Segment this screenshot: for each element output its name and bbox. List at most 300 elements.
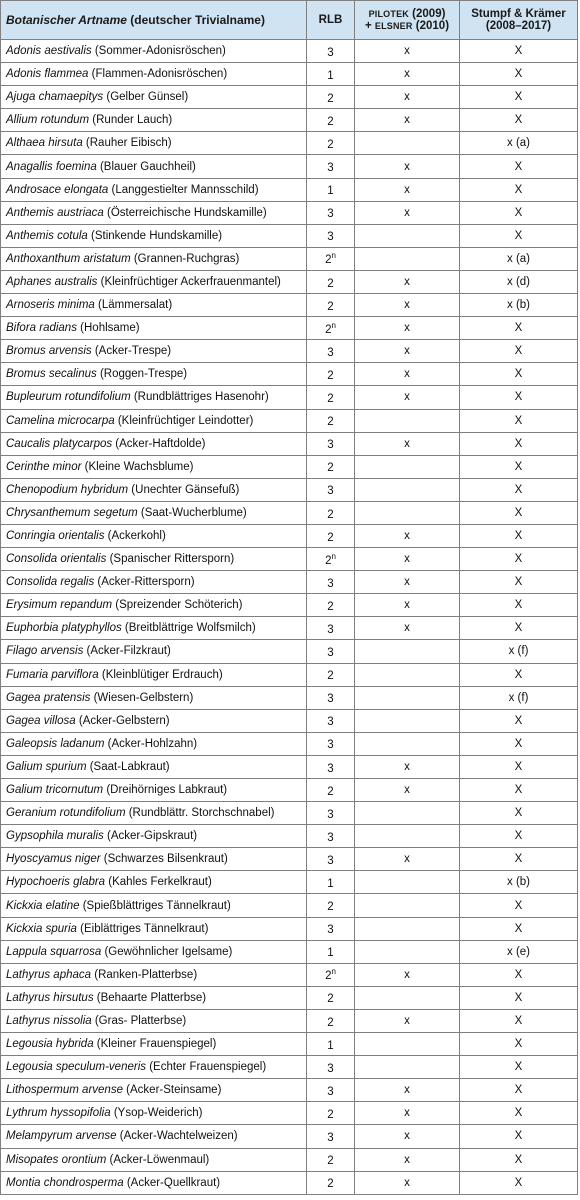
header-stumpf-kraemer xyxy=(460,1,578,40)
species-cell xyxy=(1,294,307,317)
species-common-name: (Acker-Rittersporn) xyxy=(94,576,195,589)
pilotek-cell: x xyxy=(355,155,460,178)
species-common-name: (Roggen-Trespe) xyxy=(96,368,188,381)
species-cell xyxy=(1,871,307,894)
species-common-name: (Gewöhnlicher Igelsame) xyxy=(101,945,233,958)
stumpf-cell: X xyxy=(460,571,578,594)
table-row xyxy=(1,779,578,802)
table-row xyxy=(1,894,578,917)
header-elsner-year: (2010) xyxy=(412,20,450,32)
stumpf-cell: X xyxy=(460,848,578,871)
rlb-value: 3 xyxy=(327,231,334,244)
rlb-value: 2 xyxy=(327,531,334,544)
rlb-cell xyxy=(307,1079,355,1102)
table-row xyxy=(1,409,578,432)
stumpf-cell: X xyxy=(460,409,578,432)
species-latin-name: Anthoxanthum aristatum xyxy=(6,252,131,265)
species-common-name: (Sommer-Adonisröschen) xyxy=(91,45,226,58)
species-latin-name: Lappula squarrosa xyxy=(6,945,102,958)
pilotek-cell xyxy=(355,732,460,755)
species-latin-name: Anagallis foemina xyxy=(6,160,97,173)
header-elsner-line xyxy=(360,20,454,32)
stumpf-cell: X xyxy=(460,201,578,224)
species-latin-name: Geranium rotundifolium xyxy=(6,807,126,820)
table-row xyxy=(1,247,578,270)
header-species-name xyxy=(1,1,307,40)
rlb-superscript: n xyxy=(331,251,336,261)
rlb-value: 3 xyxy=(327,485,334,498)
stumpf-cell: X xyxy=(460,1125,578,1148)
rlb-value: 3 xyxy=(327,1131,334,1144)
rlb-cell xyxy=(307,963,355,986)
species-latin-name: Kickxia elatine xyxy=(6,899,80,912)
species-common-name: (Blauer Gauchheil) xyxy=(96,160,196,173)
species-latin-name: Consolida regalis xyxy=(6,576,95,589)
stumpf-cell: X xyxy=(460,548,578,571)
rlb-cell xyxy=(307,755,355,778)
pilotek-cell: x xyxy=(355,386,460,409)
rlb-value: 1 xyxy=(327,1039,334,1052)
pilotek-cell: x xyxy=(355,270,460,293)
rlb-cell xyxy=(307,825,355,848)
species-latin-name: Ajuga chamaepitys xyxy=(6,91,104,104)
species-common-name: (Ysop-Weiderich) xyxy=(110,1107,203,1120)
species-latin-name: Lithospermum arvense xyxy=(6,1084,123,1097)
rlb-value: 3 xyxy=(327,854,334,867)
stumpf-cell: X xyxy=(460,594,578,617)
rlb-value: 3 xyxy=(327,646,334,659)
rlb-value: 3 xyxy=(327,924,334,937)
stumpf-cell: X xyxy=(460,155,578,178)
species-common-name: (Acker-Hohlzahn) xyxy=(104,737,198,750)
table-header-row xyxy=(1,1,578,40)
rlb-value: 2 xyxy=(327,1178,334,1191)
rlb-cell xyxy=(307,455,355,478)
species-common-name: (Acker-Filzkraut) xyxy=(83,645,171,658)
species-latin-name: Galium spurium xyxy=(6,760,87,773)
stumpf-cell: X xyxy=(460,524,578,547)
pilotek-cell xyxy=(355,802,460,825)
species-common-name: (Grannen-Ruchgras) xyxy=(130,252,240,265)
rlb-value: 2 xyxy=(327,600,334,613)
species-latin-name: Legousia speculum-veneris xyxy=(6,1061,146,1074)
species-latin-name: Fumaria parviflora xyxy=(6,668,99,681)
pilotek-cell: x xyxy=(355,432,460,455)
pilotek-cell: x xyxy=(355,340,460,363)
species-common-name: (Saat-Wucherblume) xyxy=(137,506,247,519)
species-latin-name: Cerinthe minor xyxy=(6,460,82,473)
rlb-cell xyxy=(307,317,355,340)
species-cell xyxy=(1,178,307,201)
species-latin-name: Chrysanthemum segetum xyxy=(6,506,138,519)
species-latin-name: Aphanes australis xyxy=(6,275,98,288)
rlb-value: 1 xyxy=(327,185,334,198)
rlb-value: 3 xyxy=(327,346,334,359)
species-latin-name: Bupleurum rotundifolium xyxy=(6,391,131,404)
species-common-name: (Acker-Trespe) xyxy=(91,345,172,358)
species-common-name: (Saat-Labkraut) xyxy=(86,760,170,773)
species-cell xyxy=(1,86,307,109)
species-latin-name: Anthemis austriaca xyxy=(6,206,104,219)
stumpf-cell: x (a) xyxy=(460,132,578,155)
stumpf-cell: X xyxy=(460,755,578,778)
species-cell xyxy=(1,755,307,778)
pilotek-cell: x xyxy=(355,755,460,778)
pilotek-cell xyxy=(355,663,460,686)
rlb-cell xyxy=(307,363,355,386)
stumpf-cell: X xyxy=(460,617,578,640)
species-common-name: (Kleiner Frauenspiegel) xyxy=(93,1038,217,1051)
stumpf-cell: x (d) xyxy=(460,270,578,293)
rlb-value: 2 xyxy=(325,970,332,983)
species-latin-name: Erysimum repandum xyxy=(6,599,113,612)
species-cell xyxy=(1,848,307,871)
rlb-value: 2 xyxy=(327,415,334,428)
pilotek-cell xyxy=(355,640,460,663)
rlb-cell xyxy=(307,86,355,109)
species-cell xyxy=(1,571,307,594)
species-common-name: (Echter Frauenspiegel) xyxy=(146,1061,267,1074)
table-row xyxy=(1,201,578,224)
rlb-cell xyxy=(307,40,355,63)
species-latin-name: Allium rotundum xyxy=(6,114,90,127)
table-row xyxy=(1,802,578,825)
rlb-cell xyxy=(307,779,355,802)
pilotek-cell: x xyxy=(355,524,460,547)
rlb-cell xyxy=(307,201,355,224)
pilotek-cell xyxy=(355,132,460,155)
pilotek-cell: x xyxy=(355,1009,460,1032)
stumpf-cell: X xyxy=(460,1102,578,1125)
rlb-cell xyxy=(307,548,355,571)
species-latin-name: Conringia orientalis xyxy=(6,530,105,543)
species-latin-name: Bromus arvensis xyxy=(6,345,92,358)
rlb-value: 3 xyxy=(327,161,334,174)
rlb-cell xyxy=(307,986,355,1009)
header-pilotek-elsner xyxy=(355,1,460,40)
header-species-common: (deutscher Trivialname) xyxy=(126,13,265,27)
species-cell xyxy=(1,340,307,363)
species-common-name: (Dreihörniges Labkraut) xyxy=(103,784,228,797)
rlb-cell xyxy=(307,802,355,825)
species-cell xyxy=(1,940,307,963)
species-latin-name: Bromus secalinus xyxy=(6,368,97,381)
species-cell xyxy=(1,386,307,409)
rlb-cell xyxy=(307,1056,355,1079)
rlb-value: 2 xyxy=(327,462,334,475)
rlb-value: 3 xyxy=(327,208,334,221)
species-cell xyxy=(1,317,307,340)
species-common-name: (Runder Lauch) xyxy=(89,114,173,127)
pilotek-cell: x xyxy=(355,617,460,640)
pilotek-cell: x xyxy=(355,1079,460,1102)
rlb-cell xyxy=(307,640,355,663)
stumpf-cell: X xyxy=(460,825,578,848)
stumpf-cell: X xyxy=(460,802,578,825)
rlb-value: 3 xyxy=(327,739,334,752)
header-elsner-plus: + xyxy=(364,20,375,32)
species-cell xyxy=(1,247,307,270)
table-row xyxy=(1,478,578,501)
pilotek-cell xyxy=(355,501,460,524)
stumpf-cell: X xyxy=(460,224,578,247)
header-rlb: RLB xyxy=(307,1,355,40)
species-cell xyxy=(1,1033,307,1056)
pilotek-cell: x xyxy=(355,1125,460,1148)
species-common-name: (Flammen-Adonisröschen) xyxy=(88,68,228,81)
rlb-value: 2 xyxy=(327,1154,334,1167)
species-latin-name: Hypochoeris glabra xyxy=(6,876,106,889)
rlb-cell xyxy=(307,524,355,547)
table-row xyxy=(1,455,578,478)
species-cell xyxy=(1,594,307,617)
table-row xyxy=(1,848,578,871)
species-cell xyxy=(1,548,307,571)
species-common-name: (Acker-Quellkraut) xyxy=(123,1176,221,1189)
rlb-value: 3 xyxy=(327,693,334,706)
species-common-name: (Acker-Löwenmaul) xyxy=(106,1153,210,1166)
table-row xyxy=(1,686,578,709)
species-common-name: (Hohlsame) xyxy=(76,322,140,335)
species-latin-name: Galium tricornutum xyxy=(6,784,104,797)
stumpf-cell: X xyxy=(460,1079,578,1102)
stumpf-cell: X xyxy=(460,663,578,686)
rlb-cell xyxy=(307,478,355,501)
table-row xyxy=(1,524,578,547)
species-latin-name: Adonis aestivalis xyxy=(6,45,92,58)
species-latin-name: Misopates orontium xyxy=(6,1153,107,1166)
rlb-value: 3 xyxy=(327,831,334,844)
species-latin-name: Androsace elongata xyxy=(6,183,109,196)
rlb-cell xyxy=(307,709,355,732)
species-common-name: (Schwarzes Bilsenkraut) xyxy=(100,853,228,866)
species-cell xyxy=(1,270,307,293)
table-row xyxy=(1,178,578,201)
species-common-name: (Unechter Gänsefuß) xyxy=(128,483,240,496)
stumpf-cell: X xyxy=(460,917,578,940)
species-cell xyxy=(1,686,307,709)
pilotek-cell: x xyxy=(355,317,460,340)
table-row xyxy=(1,363,578,386)
rlb-cell xyxy=(307,386,355,409)
species-latin-name: Anthemis cotula xyxy=(6,229,88,242)
rlb-cell xyxy=(307,132,355,155)
pilotek-cell: x xyxy=(355,63,460,86)
species-common-name: (Rauher Eibisch) xyxy=(82,137,172,150)
rlb-value: 3 xyxy=(327,1062,334,1075)
stumpf-cell: x (f) xyxy=(460,640,578,663)
rlb-cell xyxy=(307,871,355,894)
table-row xyxy=(1,940,578,963)
rlb-cell xyxy=(307,571,355,594)
rlb-superscript: n xyxy=(331,551,336,561)
rlb-cell xyxy=(307,178,355,201)
species-latin-name: Filago arvensis xyxy=(6,645,84,658)
stumpf-cell: X xyxy=(460,363,578,386)
species-latin-name: Gagea pratensis xyxy=(6,691,91,704)
stumpf-cell: X xyxy=(460,1009,578,1032)
species-common-name: (Kahles Ferkelkraut) xyxy=(105,876,212,889)
stumpf-cell: x (e) xyxy=(460,940,578,963)
species-common-name: (Kleine Wachsblume) xyxy=(81,460,194,473)
rlb-cell xyxy=(307,617,355,640)
species-cell xyxy=(1,709,307,732)
pilotek-cell xyxy=(355,224,460,247)
pilotek-cell xyxy=(355,686,460,709)
species-common-name: (Rundblättriges Hasenohr) xyxy=(130,391,269,404)
rlb-value: 2 xyxy=(327,669,334,682)
rlb-value: 3 xyxy=(327,46,334,59)
species-latin-name: Hyoscyamus niger xyxy=(6,853,101,866)
species-cell xyxy=(1,663,307,686)
species-common-name: (Österreichische Hundskamille) xyxy=(103,206,267,219)
species-cell xyxy=(1,409,307,432)
species-latin-name: Adonis flammea xyxy=(6,68,89,81)
stumpf-cell: X xyxy=(460,455,578,478)
table-row xyxy=(1,1056,578,1079)
stumpf-cell: X xyxy=(460,63,578,86)
species-common-name: (Gras- Platterbse) xyxy=(91,1014,187,1027)
species-latin-name: Lythrum hyssopifolia xyxy=(6,1107,111,1120)
pilotek-cell xyxy=(355,478,460,501)
table-row xyxy=(1,663,578,686)
species-latin-name: Gypsophila muralis xyxy=(6,830,104,843)
rlb-cell xyxy=(307,63,355,86)
stumpf-cell: X xyxy=(460,40,578,63)
rlb-superscript: n xyxy=(331,967,336,977)
rlb-value: 2 xyxy=(327,508,334,521)
species-common-name: (Behaarte Platterbse) xyxy=(93,991,207,1004)
species-cell xyxy=(1,455,307,478)
species-common-name: (Stinkende Hundskamille) xyxy=(87,229,223,242)
table-row xyxy=(1,917,578,940)
species-common-name: (Acker-Steinsame) xyxy=(122,1084,222,1097)
stumpf-cell: X xyxy=(460,317,578,340)
stumpf-cell: x (a) xyxy=(460,247,578,270)
pilotek-cell xyxy=(355,409,460,432)
stumpf-cell: x (b) xyxy=(460,294,578,317)
stumpf-cell: X xyxy=(460,501,578,524)
pilotek-cell xyxy=(355,1033,460,1056)
species-latin-name: Arnoseris minima xyxy=(6,299,95,312)
species-cell xyxy=(1,894,307,917)
rlb-value: 2 xyxy=(325,254,332,267)
species-latin-name: Galeopsis ladanum xyxy=(6,737,105,750)
table-row xyxy=(1,825,578,848)
species-common-name: (Spanischer Rittersporn) xyxy=(106,553,235,566)
species-latin-name: Camelina microcarpa xyxy=(6,414,115,427)
stumpf-cell: X xyxy=(460,709,578,732)
rlb-cell xyxy=(307,663,355,686)
table-row xyxy=(1,755,578,778)
header-pilotek-author: PILOTEK xyxy=(368,9,409,19)
table-row xyxy=(1,340,578,363)
species-latin-name: Melampyrum arvense xyxy=(6,1130,117,1143)
table-row xyxy=(1,617,578,640)
species-latin-name: Lathyrus nissolia xyxy=(6,1014,92,1027)
rlb-value: 3 xyxy=(327,577,334,590)
species-cell xyxy=(1,1102,307,1125)
rlb-value: 3 xyxy=(327,623,334,636)
rlb-cell xyxy=(307,1148,355,1171)
header-pilotek-year: (2009) xyxy=(408,8,446,20)
species-common-name: (Ackerkohl) xyxy=(104,530,166,543)
table-row xyxy=(1,1125,578,1148)
rlb-value: 1 xyxy=(327,69,334,82)
rlb-cell xyxy=(307,501,355,524)
pilotek-cell xyxy=(355,917,460,940)
pilotek-cell xyxy=(355,455,460,478)
rlb-cell xyxy=(307,686,355,709)
table-row xyxy=(1,501,578,524)
species-common-name: (Rundblättr. Storchschnabel) xyxy=(125,807,275,820)
pilotek-cell: x xyxy=(355,1148,460,1171)
table-row xyxy=(1,86,578,109)
species-common-name: (Lämmersalat) xyxy=(94,299,173,312)
rlb-cell xyxy=(307,432,355,455)
table-row xyxy=(1,571,578,594)
pilotek-cell: x xyxy=(355,571,460,594)
rlb-cell xyxy=(307,294,355,317)
species-cell xyxy=(1,132,307,155)
rlb-cell xyxy=(307,340,355,363)
table-row xyxy=(1,270,578,293)
rlb-value: 3 xyxy=(327,439,334,452)
pilotek-cell xyxy=(355,986,460,1009)
table-row xyxy=(1,986,578,1009)
species-cell xyxy=(1,640,307,663)
species-cell xyxy=(1,201,307,224)
rlb-value: 3 xyxy=(327,808,334,821)
species-cell xyxy=(1,1171,307,1194)
species-cell xyxy=(1,109,307,132)
species-cell xyxy=(1,501,307,524)
stumpf-cell: X xyxy=(460,340,578,363)
rlb-cell xyxy=(307,1033,355,1056)
species-cell xyxy=(1,1056,307,1079)
species-cell xyxy=(1,825,307,848)
species-latin-name: Euphorbia platyphyllos xyxy=(6,622,122,635)
pilotek-cell: x xyxy=(355,109,460,132)
table-row xyxy=(1,871,578,894)
rlb-cell xyxy=(307,940,355,963)
species-cell xyxy=(1,917,307,940)
pilotek-cell xyxy=(355,894,460,917)
species-cell xyxy=(1,155,307,178)
stumpf-cell: X xyxy=(460,86,578,109)
table-row xyxy=(1,1148,578,1171)
table-row xyxy=(1,109,578,132)
species-cell xyxy=(1,478,307,501)
header-stumpf-authors: Stumpf & Krämer xyxy=(471,8,566,20)
rlb-value: 2 xyxy=(327,900,334,913)
pilotek-cell: x xyxy=(355,86,460,109)
rlb-cell xyxy=(307,732,355,755)
species-common-name: (Kleinfrüchtiger Leindotter) xyxy=(114,414,254,427)
species-latin-name: Kickxia spuria xyxy=(6,922,77,935)
species-latin-name: Consolida orientalis xyxy=(6,553,107,566)
stumpf-cell: x (f) xyxy=(460,686,578,709)
rlb-cell xyxy=(307,1125,355,1148)
stumpf-cell: X xyxy=(460,178,578,201)
rlb-value: 2 xyxy=(327,115,334,128)
stumpf-cell: X xyxy=(460,963,578,986)
pilotek-cell: x xyxy=(355,178,460,201)
table-row xyxy=(1,1033,578,1056)
pilotek-cell xyxy=(355,825,460,848)
pilotek-cell: x xyxy=(355,1102,460,1125)
stumpf-cell: X xyxy=(460,109,578,132)
